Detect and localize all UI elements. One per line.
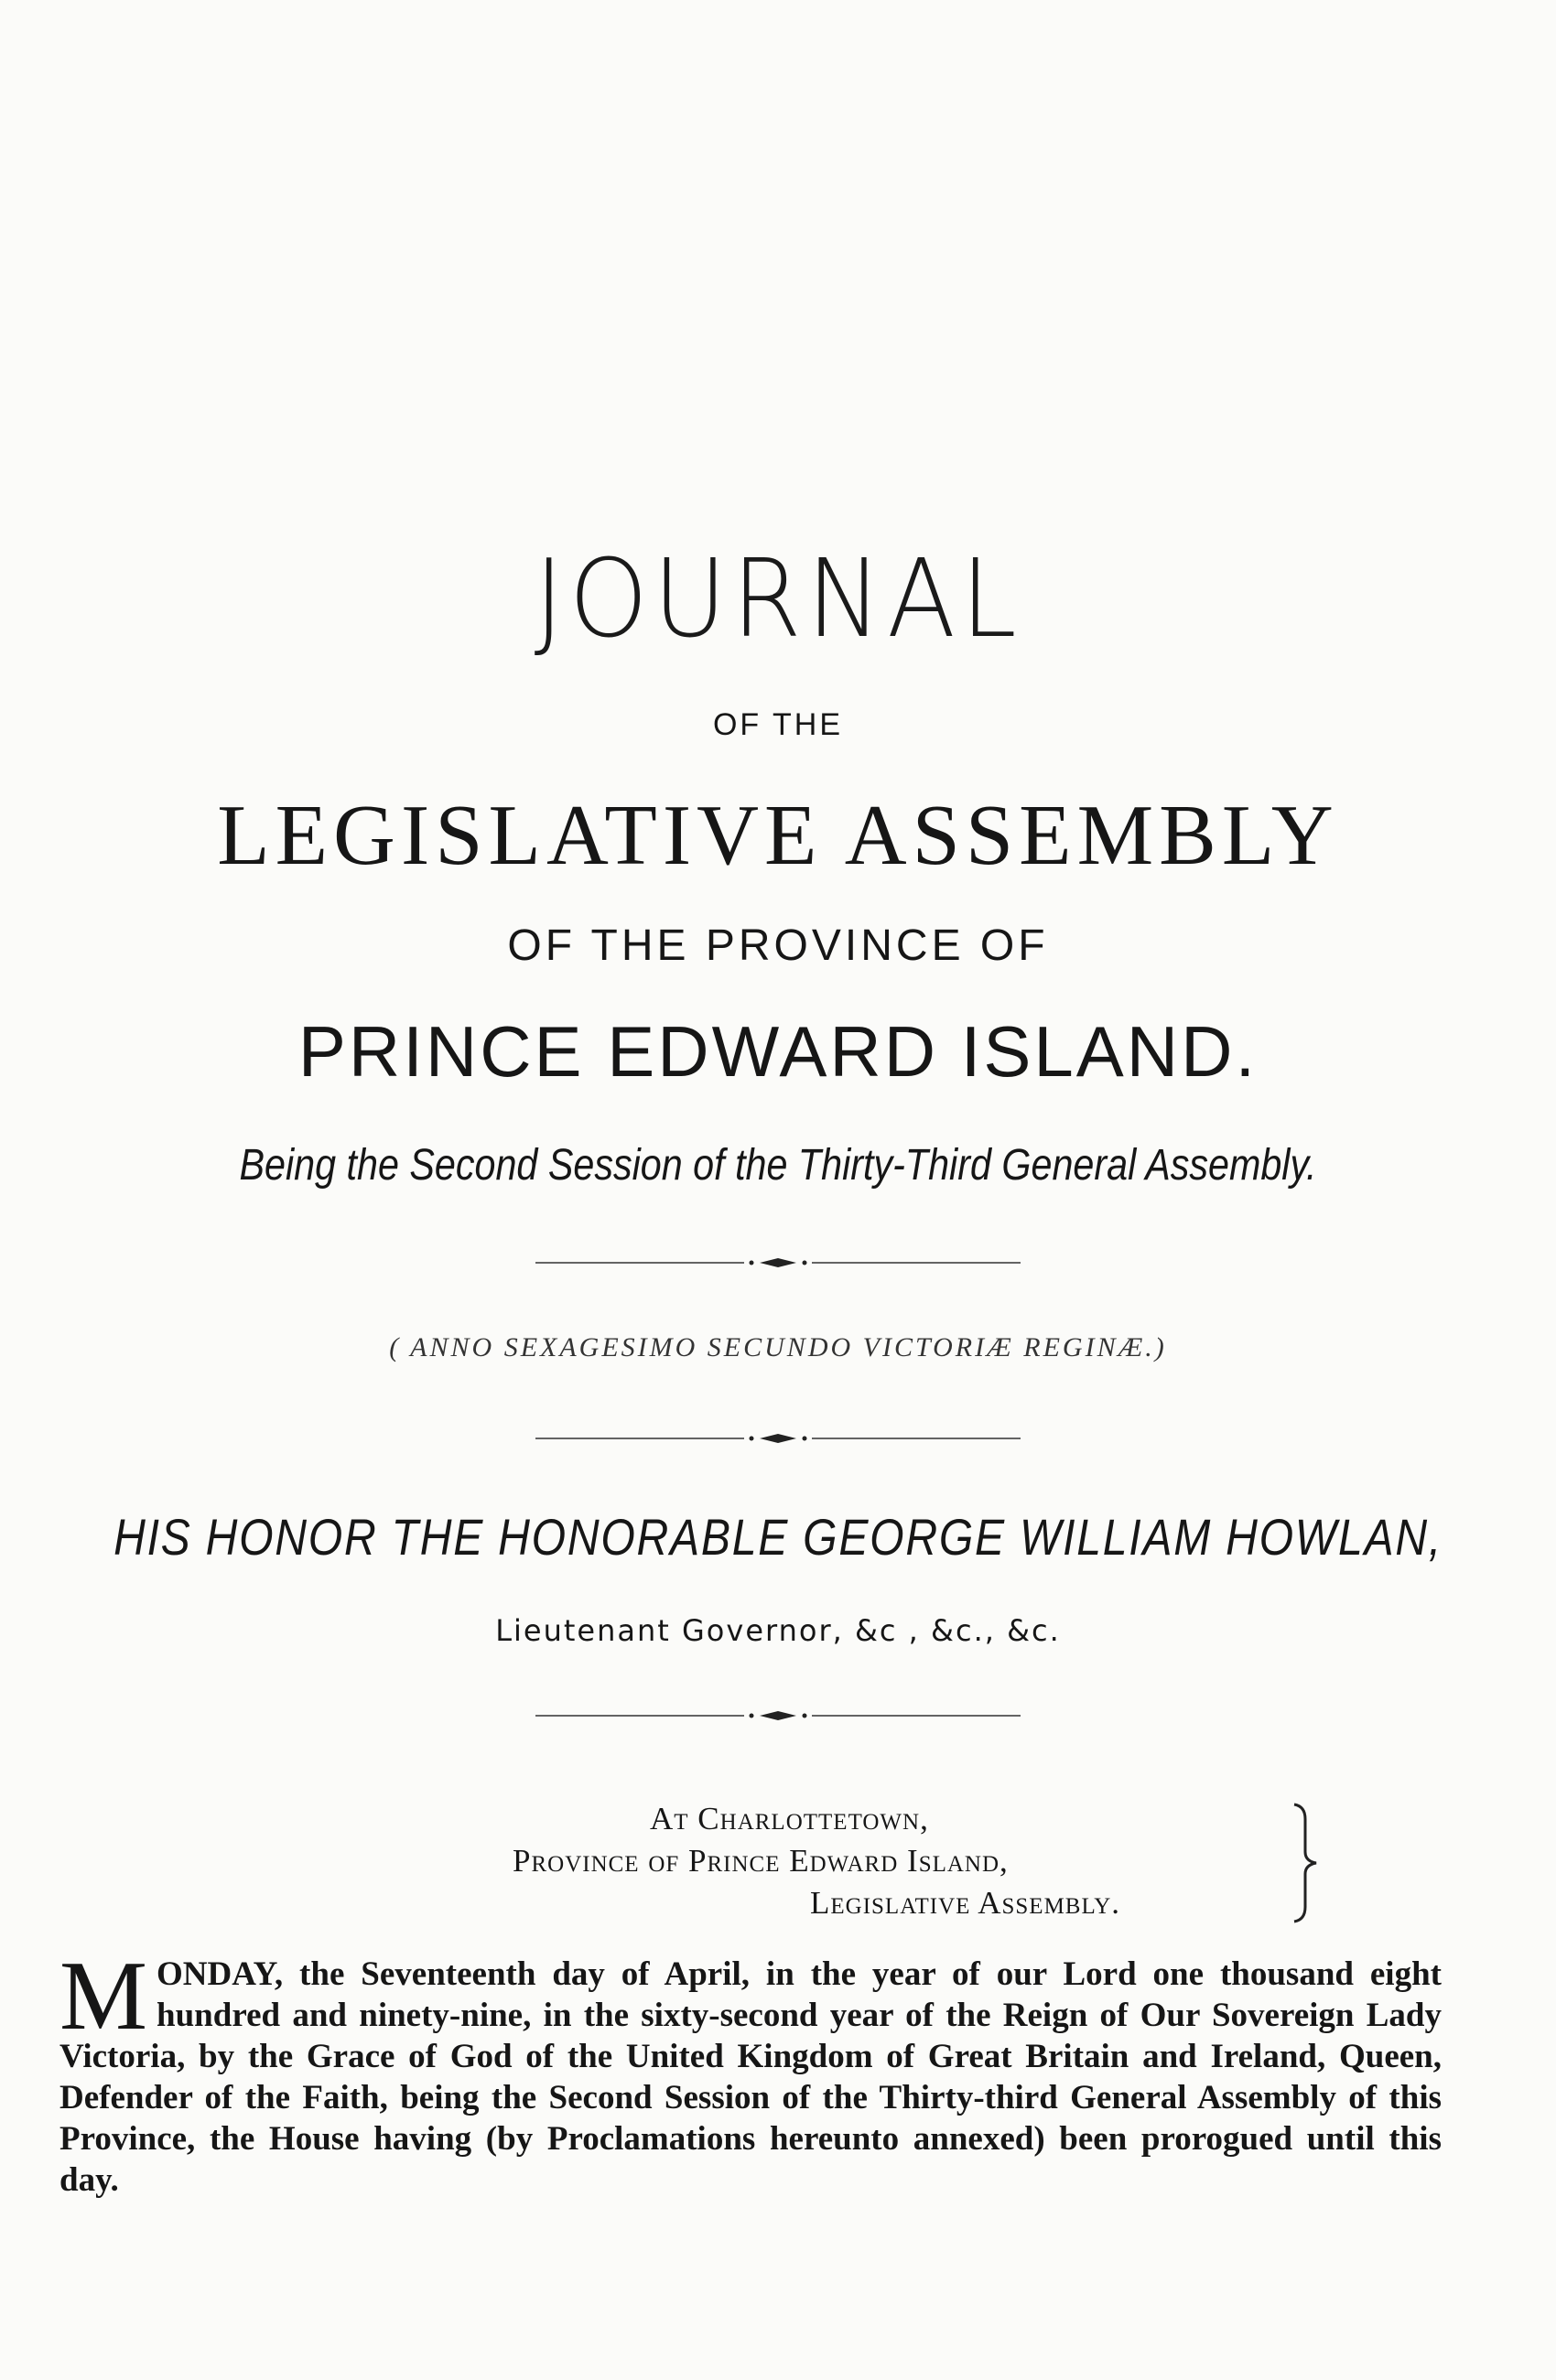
drop-cap: M: [59, 1942, 148, 2051]
place-line-assembly: Legislative Assembly.: [810, 1885, 1121, 1921]
anno-line: ( ANNO SEXAGESIMO SECUNDO VICTORIÆ REGINÆ.): [389, 1332, 1167, 1362]
place-line-province: Province of Prince Edward Island,: [513, 1843, 1009, 1879]
journal-title: JOURNAL: [534, 535, 1022, 662]
ornament-divider: [0, 1707, 1556, 1725]
ornament-divider: [0, 1429, 1556, 1448]
session-subtitle: Being the Second Session of the Thirty-Third General Assembly.: [239, 1141, 1317, 1190]
paragraph-text: ONDAY, the Seventeenth day of April, in the year of our Lord one thousand eight hundred and ninety-nine, in the sixty-second year of the Reign of Our Sovereign Lady Victoria, by the Grace of God of the United Kingdom of Great Britain and Ireland, Queen, Defender of the Faith, being the Second Session of the Thirty-third General Assembly of this Province, the House having (by Proclamations hereunto annexed) been prorogued until this day.: [59, 1955, 1442, 2199]
ornament-divider: [0, 1254, 1556, 1272]
place-block: [476, 1798, 1263, 1924]
legislative-assembly-title: LEGISLATIVE ASSEMBLY: [217, 788, 1339, 883]
opening-paragraph: [59, 1942, 1442, 2201]
province-name: PRINCE EDWARD ISLAND.: [297, 1011, 1259, 1092]
right-brace: [1289, 1801, 1325, 1925]
of-the-province-of-line: OF THE PROVINCE OF: [507, 921, 1049, 970]
of-the-line: OF THE: [712, 707, 844, 742]
governor-title: Lieutenant Governor, &c , &c., &c.: [495, 1613, 1061, 1648]
governor-name: HIS HONOR THE HONORABLE GEORGE WILLIAM HOWLAN,: [113, 1508, 1443, 1566]
place-line-city: At Charlottetown,: [650, 1801, 929, 1836]
